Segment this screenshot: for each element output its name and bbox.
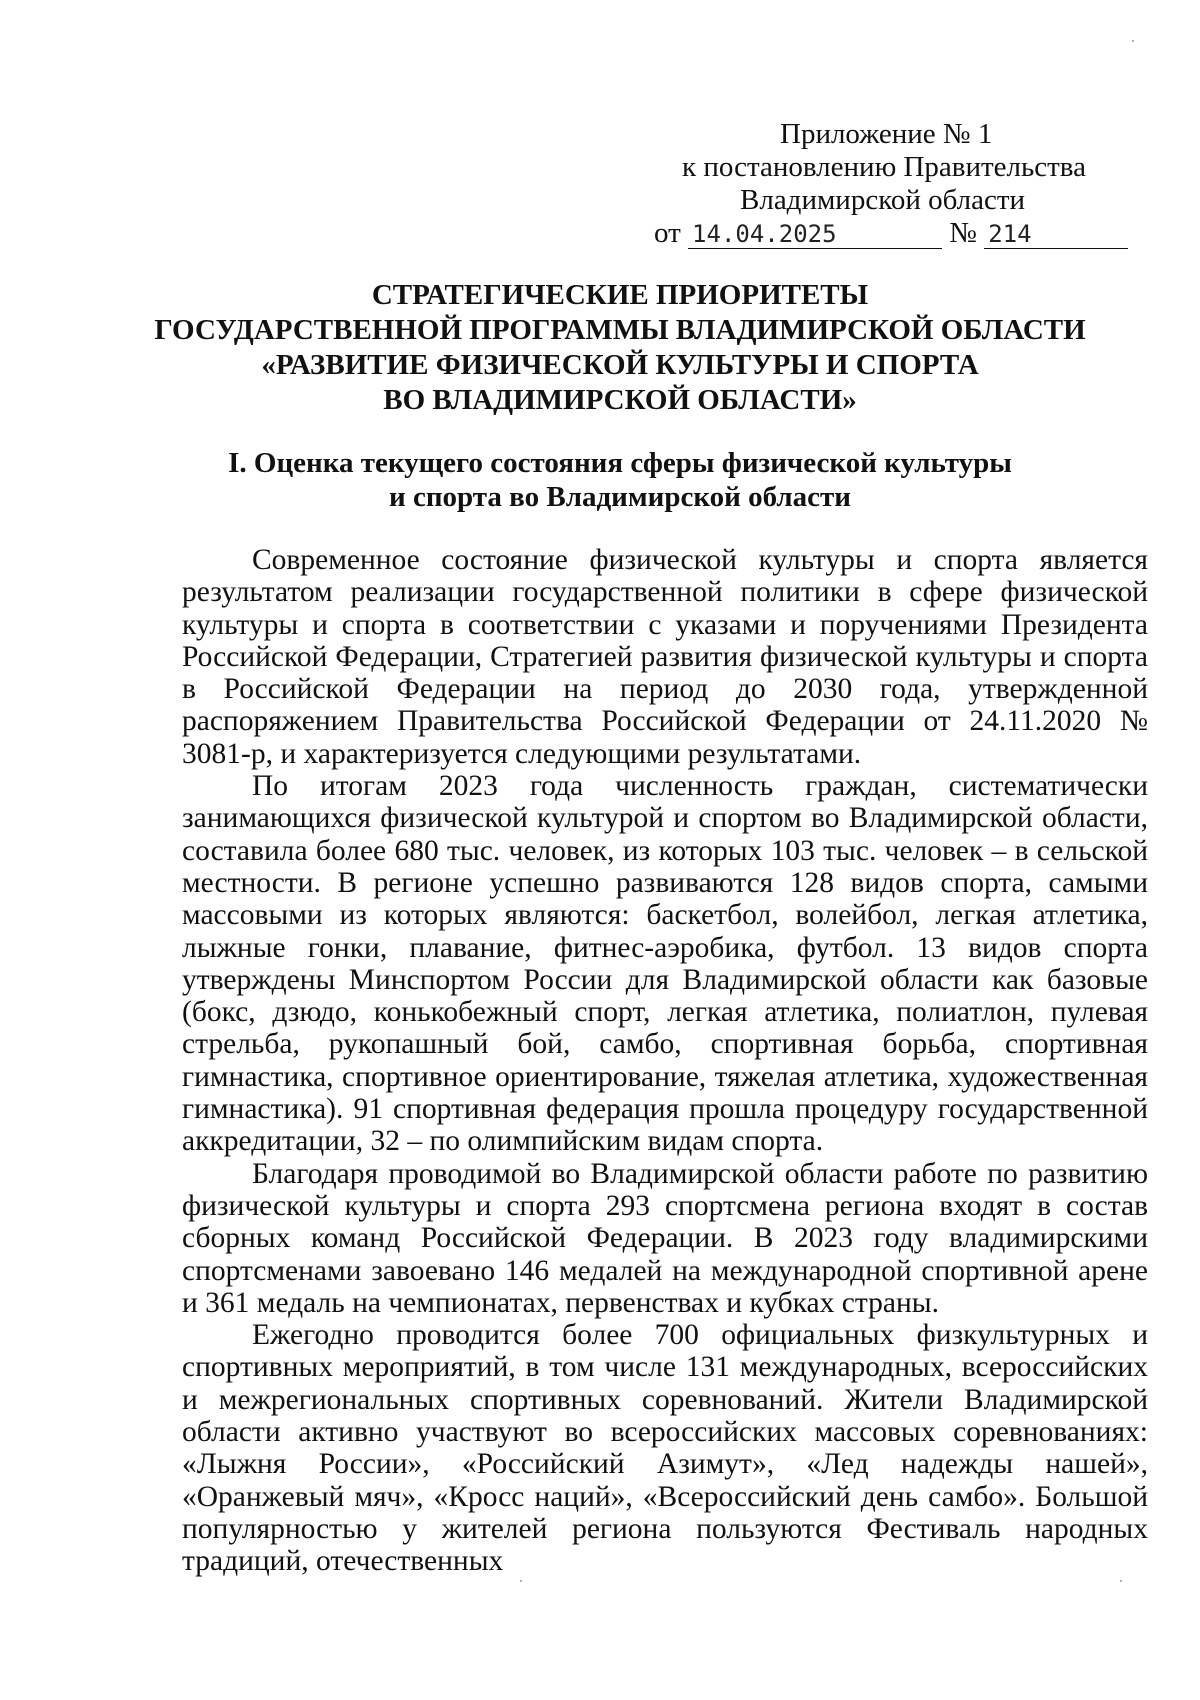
approval-region-line: Владимирской области — [740, 184, 1026, 216]
paragraph: Современное состояние физической культуры и спорта является результатом реализации государственной политики в сфере физической культуры и спорта в соответствии с указами и поручениями Президента Российской Федерации, Стратегией развития физической культуры и спорта в Российской Федерации на период до 2030 года, утвержденной распоряжением Правительства Российской Федерации от 24.11.2020 № 3081-р, и характеризуется следующими результатами. — [182, 544, 1148, 770]
title-line: СТРАТЕГИЧЕСКИЕ ПРИОРИТЕТЫ — [371, 279, 869, 311]
scan-speck — [520, 1580, 522, 1582]
section-heading — [150, 446, 1090, 514]
body-text — [182, 544, 1148, 1578]
date-prefix: от — [654, 217, 681, 249]
approval-resolution-line: к постановлению Правительства — [682, 151, 1086, 183]
date-value: 14.04.2025 — [688, 220, 942, 249]
title-line: «РАЗВИТИЕ ФИЗИЧЕСКОЙ КУЛЬТУРЫ И СПОРТА — [261, 349, 979, 381]
document-title — [150, 278, 1090, 418]
title-line: ГОСУДАРСТВЕННОЙ ПРОГРАММЫ ВЛАДИМИРСКОЙ ОБЛАСТИ — [154, 314, 1086, 346]
section-heading-line: и спорта во Владимирской области — [389, 481, 851, 513]
scan-speck — [1132, 40, 1134, 42]
title-line: ВО ВЛАДИМИРСКОЙ ОБЛАСТИ» — [383, 384, 857, 416]
scan-speck — [1120, 1580, 1122, 1582]
number-prefix: № — [949, 217, 977, 249]
number-value: 214 — [984, 220, 1128, 249]
section-heading-line: I. Оценка текущего состояния сферы физической культуры — [228, 447, 1012, 479]
paragraph: Благодаря проводимой во Владимирской области работе по развитию физической культуры и спорта 293 спортсмена региона входят в состав сборных команд Российской Федерации. В 2023 году владимирскими спортсменами завоевано 146 медалей на международной спортивной арене и 361 медаль на чемпионатах, первенствах и кубках страны. — [182, 1157, 1148, 1319]
approval-appendix-line: Приложение № 1 — [780, 118, 993, 150]
paragraph: Ежегодно проводится более 700 официальных физкультурных и спортивных мероприятий, в том числе 131 международных, всероссийских и межрегиональных спортивных соревнований. Жители Владимирской области активно участвуют во всероссийских массовых соревнованиях: «Лыжня России», «Российский Азимут», «Лед надежды нашей», «Оранжевый мяч», «Кросс наций», «Всероссийский день самбо». Большой популярностью у жителей региона пользуются Фестиваль народных традиций, отечественных — [182, 1319, 1148, 1578]
approval-date-number-line — [600, 217, 1160, 250]
paragraph: По итогам 2023 года численность граждан, систематически занимающихся физической культурой и спортом во Владимирской области, составила более 680 тыс. человек, из которых 103 тыс. человек – в сельской местности. В регионе успешно развиваются 128 видов спорта, самыми массовыми из которых являются: баскетбол, волейбол, легкая атлетика, лыжные гонки, плавание, фитнес-аэробика, футбол. 13 видов спорта утверждены Минспортом России для Владимирской области как базовые (бокс, дзюдо, конькобежный спорт, легкая атлетика, полиатлон, пулевая стрельба, рукопашный бой, самбо, спортивная борьба, спортивная гимнастика, спортивное ориентирование, тяжелая атлетика, художественная гимнастика). 91 спортивная федерация прошла процедуру государственной аккредитации, 32 – по олимпийским видам спорта. — [182, 770, 1148, 1158]
approval-block — [600, 118, 1160, 250]
